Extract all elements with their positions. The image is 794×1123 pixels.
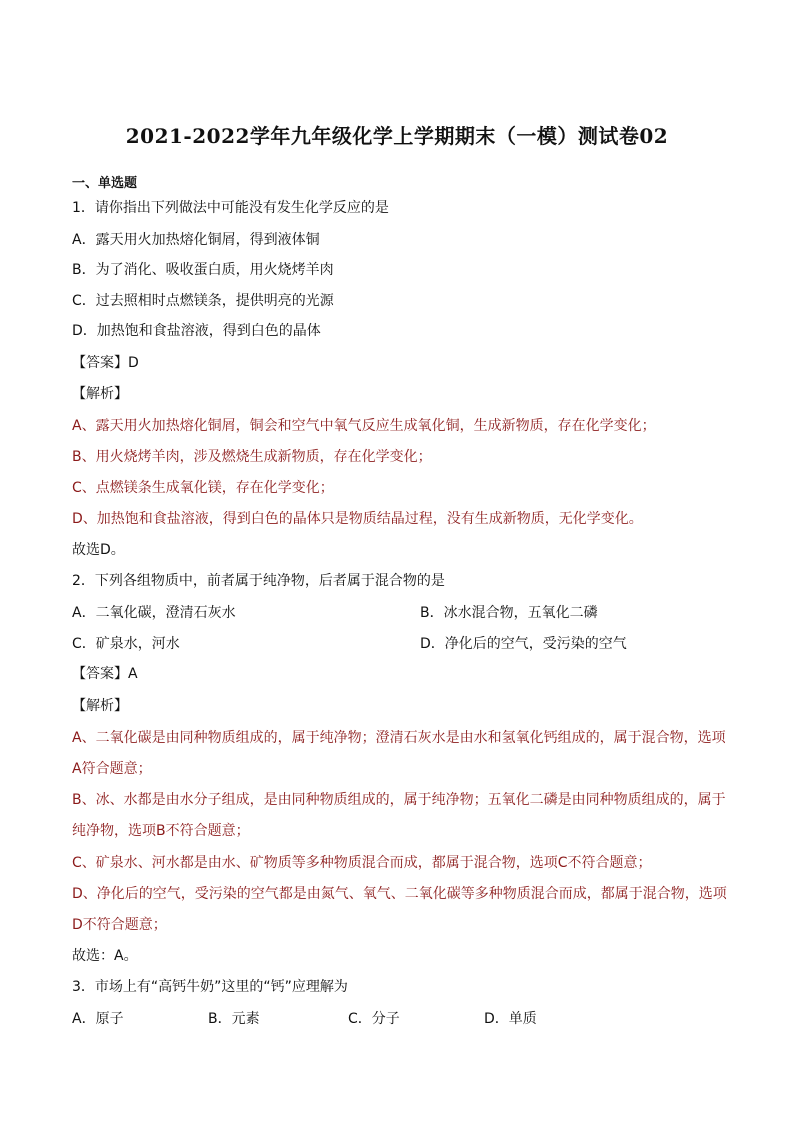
question-1-option-a: A．露天用火加热熔化铜屑，得到液体铜 [72,232,320,248]
question-3-option-d: D．单质 [484,1011,537,1027]
question-1-analysis-a: A、露天用火加热熔化铜屑，铜会和空气中氧气反应生成氧化铜，生成新物质，存在化学变化； [72,418,656,434]
question-3-option-a: A．原子 [72,1011,124,1027]
question-3-option-b: B．元素 [208,1011,260,1027]
question-2-analysis-d-line-2: D不符合题意； [72,917,167,933]
question-2-option-a: A．二氧化碳，澄清石灰水 [72,605,236,621]
question-2-analysis-label: 【解析】 [72,698,128,714]
question-2-analysis-a-line-1: A、二氧化碳是由同种物质组成的，属于纯净物；澄清石灰水是由水和氢氧化钙组成的，属于混合物，选项 [72,730,726,746]
question-2-option-c: C．矿泉水，河水 [72,636,180,652]
question-2-option-b: B．冰水混合物，五氧化二磷 [420,605,598,621]
question-2-options-row-1 [72,603,724,623]
question-1-analysis-label: 【解析】 [72,386,128,402]
question-2-analysis-d-line-1: D、净化后的空气，受污染的空气都是由氮气、氧气、二氧化碳等多种物质混合而成，都属于混合物，选项 [72,886,727,902]
page-title: 2021-2022学年九年级化学上学期期末（一模）测试卷02 [125,124,669,148]
question-1-conclusion: 故选D。 [72,542,125,558]
question-2-analysis-b-line-2: 纯净物，选项B不符合题意； [72,823,250,839]
question-2-conclusion: 故选：A。 [72,948,138,964]
question-2-analysis-a-line-2: A符合题意； [72,761,152,777]
question-2-answer: 【答案】A [72,666,138,682]
question-2-options-row-2 [72,634,724,654]
section-heading: 一、单选题 [72,176,138,191]
question-2-analysis-c: C、矿泉水、河水都是由水、矿物质等多种物质混合而成，都属于混合物，选项C不符合题意； [72,855,652,871]
question-3-option-c: C．分子 [348,1011,400,1027]
question-1-analysis-c: C、点燃镁条生成氧化镁，存在化学变化； [72,480,334,496]
question-1-option-c: C．过去照相时点燃镁条，提供明亮的光源 [72,293,334,309]
question-2-stem: 2．下列各组物质中，前者属于纯净物，后者属于混合物的是 [72,573,445,589]
question-3-stem: 3．市场上有“高钙牛奶”这里的“钙”应理解为 [72,979,348,995]
question-1-option-d: D．加热饱和食盐溶液，得到白色的晶体 [72,323,321,339]
question-1-stem: 1．请你指出下列做法中可能没有发生化学反应的是 [72,200,389,216]
question-1-answer: 【答案】D [72,355,139,371]
question-2-option-d: D．净化后的空气，受污染的空气 [420,636,627,652]
question-1-analysis-d: D、加热饱和食盐溶液，得到白色的晶体只是物质结晶过程，没有生成新物质，无化学变化。 [72,511,643,527]
question-2-analysis-b-line-1: B、冰、水都是由水分子组成，是由同种物质组成的，属于纯净物；五氧化二磷是由同种物质组成的，属于 [72,792,726,808]
question-1-analysis-b: B、用火烧烤羊肉，涉及燃烧生成新物质，存在化学变化； [72,449,432,465]
question-1-option-b: B．为了消化、吸收蛋白质，用火烧烤羊肉 [72,262,334,278]
